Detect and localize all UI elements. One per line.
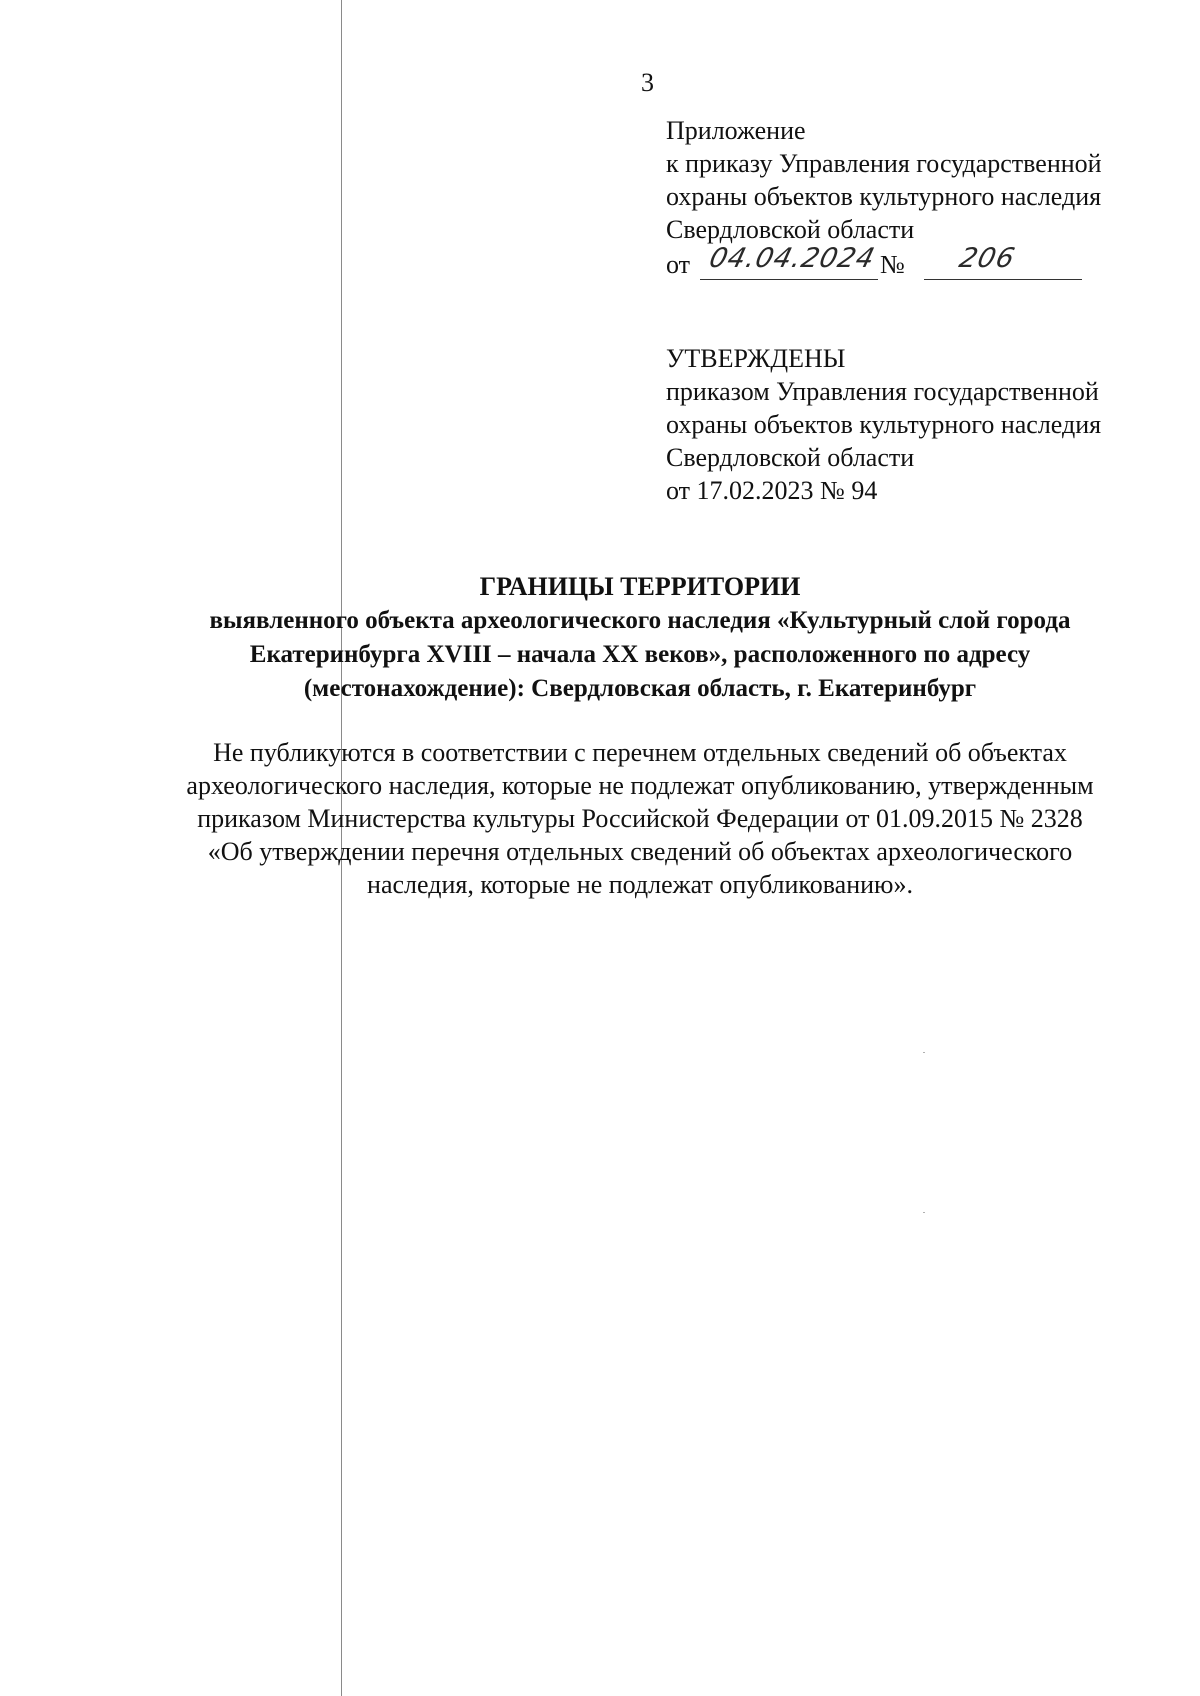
body-paragraph: [140, 736, 1140, 901]
approved-line: Свердловской области: [666, 443, 915, 472]
page-number: 3: [641, 68, 654, 97]
handwritten-number: 206: [956, 243, 1019, 274]
appendix-line: Свердловской области: [666, 215, 915, 244]
approval-stamp: [666, 342, 1101, 507]
body-line: наследия, которые не подлежат опубликованию».: [367, 870, 913, 899]
body-line: приказом Министерства культуры Российской Федерации от 01.09.2015 № 2328: [197, 804, 1083, 833]
order-number-field: [924, 243, 1082, 280]
appendix-title: Приложение: [666, 116, 806, 145]
order-number-label: №: [880, 250, 905, 279]
appendix-header: [666, 114, 1102, 284]
approved-order-ref: от 17.02.2023 № 94: [666, 476, 878, 505]
approved-title: УТВЕРЖДЕНЫ: [666, 344, 846, 373]
approved-line: приказом Управления государственной: [666, 377, 1099, 406]
body-line: «Об утверждении перечня отдельных сведений об объектах археологического: [207, 837, 1073, 866]
title-subline: Екатеринбурга XVIII – начала XX веков», расположенного по адресу: [249, 641, 1031, 668]
handwritten-date: 04.04.2024: [706, 243, 879, 274]
title-subline: (местонахождение): Свердловская область, г. Екатеринбург: [303, 675, 977, 702]
appendix-line: охраны объектов культурного наследия: [666, 182, 1102, 211]
document-title: [140, 570, 1140, 706]
order-date-field: [700, 243, 879, 280]
scan-speck: [923, 1052, 925, 1053]
scan-speck: [923, 1212, 925, 1213]
title-subline: выявленного объекта археологического наследия «Культурный слой города: [209, 607, 1071, 634]
approved-line: охраны объектов культурного наследия: [666, 410, 1102, 439]
order-reference-line: [666, 243, 1102, 284]
title-main: ГРАНИЦЫ ТЕРРИТОРИИ: [479, 572, 801, 601]
appendix-line: к приказу Управления государственной: [666, 149, 1102, 178]
body-line: Не публикуются в соответствии с перечнем отдельных сведений об объектах: [213, 738, 1067, 767]
body-line: археологического наследия, которые не подлежат опубликованию, утвержденным: [186, 771, 1094, 800]
order-from-label: от: [666, 250, 691, 279]
